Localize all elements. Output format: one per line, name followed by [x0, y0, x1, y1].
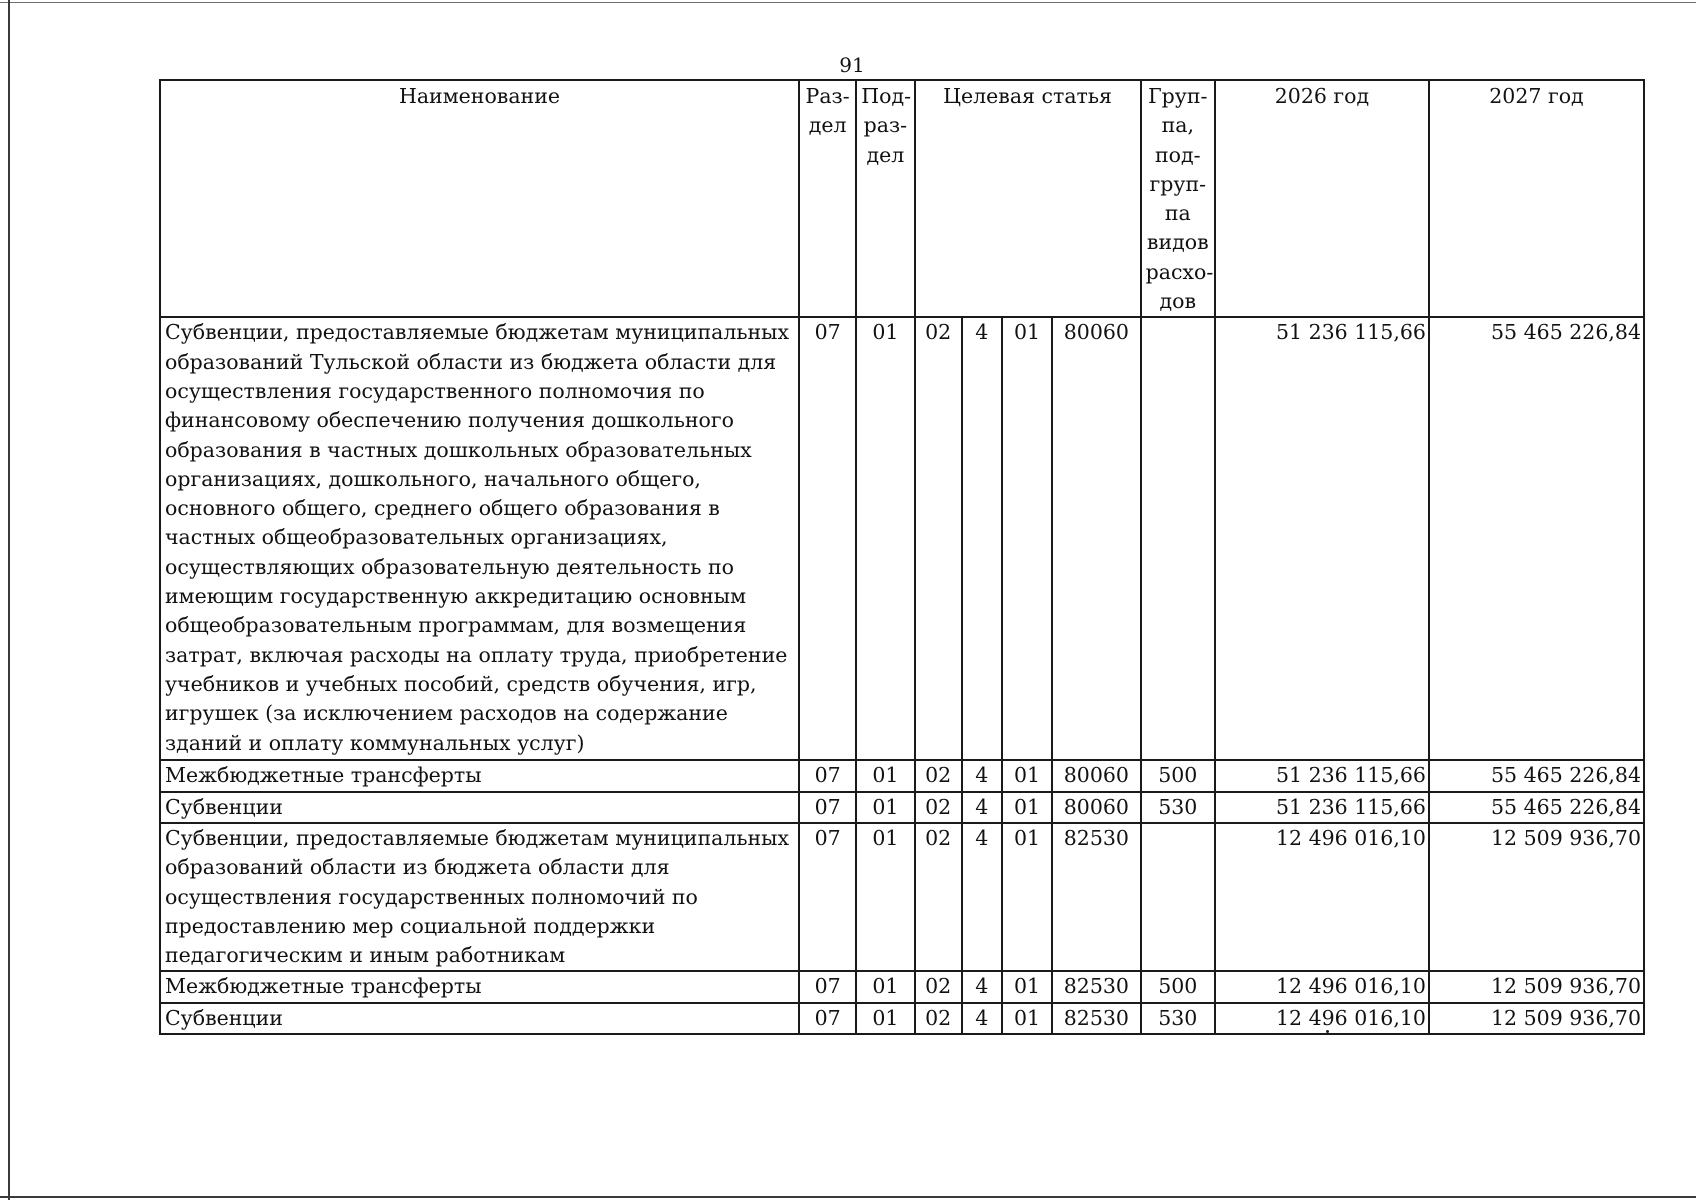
row-expense-group — [1141, 823, 1215, 971]
row-target-part2: 4 — [962, 760, 1002, 791]
row-name: Субвенции — [160, 792, 799, 823]
row-target-part2: 4 — [962, 317, 1002, 760]
table-row — [160, 792, 1644, 823]
row-target-part2: 4 — [962, 823, 1002, 971]
row-amount-2026: 51 236 115,66 — [1215, 760, 1429, 791]
row-target-part3: 01 — [1002, 792, 1052, 823]
header-name: Наименование — [160, 80, 799, 317]
row-target-part4: 82530 — [1052, 971, 1140, 1002]
row-podrazdel: 01 — [856, 760, 914, 791]
row-name: Субвенции — [160, 1003, 799, 1034]
header-razdel: Раз- дел — [799, 80, 856, 317]
row-razdel: 07 — [799, 971, 856, 1002]
row-podrazdel: 01 — [856, 317, 914, 760]
scan-border-bottom — [0, 1196, 1696, 1198]
table-row — [160, 317, 1644, 760]
row-amount-2026: 12 496 016,10 — [1215, 1003, 1429, 1034]
header-2026: 2026 год — [1215, 80, 1429, 317]
row-expense-group — [1141, 317, 1215, 760]
header-target-article: Целевая статья — [915, 80, 1141, 317]
row-razdel: 07 — [799, 823, 856, 971]
table-row — [160, 1003, 1644, 1034]
table-row — [160, 760, 1644, 791]
row-amount-2026: 12 496 016,10 — [1215, 823, 1429, 971]
row-expense-group: 500 — [1141, 760, 1215, 791]
row-amount-2027: 12 509 936,70 — [1429, 1003, 1644, 1034]
row-razdel: 07 — [799, 317, 856, 760]
row-target-part3: 01 — [1002, 971, 1052, 1002]
row-target-part1: 02 — [915, 1003, 962, 1034]
row-amount-2027: 55 465 226,84 — [1429, 317, 1644, 760]
row-expense-group: 500 — [1141, 971, 1215, 1002]
header-expense-group: Груп- па, под- груп- па видов расхо- дов — [1141, 80, 1215, 317]
row-name: Межбюджетные трансферты — [160, 971, 799, 1002]
header-2027: 2027 год — [1429, 80, 1644, 317]
row-target-part1: 02 — [915, 792, 962, 823]
scan-speck — [1326, 1030, 1329, 1033]
page-number: 91 — [839, 53, 865, 77]
row-name: Субвенции, предоставляемые бюджетам муниципальных образований области из бюджета области для осуществления государственных полномочий по предоставлению мер социальной поддержки педагогическим и иным работникам — [160, 823, 799, 971]
row-target-part3: 01 — [1002, 317, 1052, 760]
row-target-part4: 82530 — [1052, 823, 1140, 971]
table-header-row — [160, 80, 1644, 317]
row-target-part4: 80060 — [1052, 317, 1140, 760]
scan-border-top — [0, 2, 1696, 3]
row-razdel: 07 — [799, 760, 856, 791]
header-podrazdel: Под- раз- дел — [856, 80, 914, 317]
row-razdel: 07 — [799, 1003, 856, 1034]
row-target-part4: 82530 — [1052, 1003, 1140, 1034]
table-row — [160, 823, 1644, 971]
row-target-part3: 01 — [1002, 1003, 1052, 1034]
row-podrazdel: 01 — [856, 1003, 914, 1034]
row-podrazdel: 01 — [856, 971, 914, 1002]
row-expense-group: 530 — [1141, 1003, 1215, 1034]
row-target-part2: 4 — [962, 971, 1002, 1002]
row-target-part1: 02 — [915, 317, 962, 760]
budget-table — [159, 79, 1645, 1035]
row-target-part3: 01 — [1002, 760, 1052, 791]
row-name: Субвенции, предоставляемые бюджетам муниципальных образований Тульской области из бюджета области для осуществления государственного полномочия по финансовому обеспечению получения дошкольного образования в частных дошкольных образовательных организациях, дошкольного, начального общего, основного общего, среднего общего образования в частных общеобразовательных организациях, осуществляющих образовательную деятельность по имеющим государственную аккредитацию основным общеобразовательным программам, для возмещения затрат, включая расходы на оплату труда, приобретение учебников и учебных пособий, средств обучения, игр, игрушек (за исключением расходов на содержание зданий и оплату коммунальных услуг) — [160, 317, 799, 760]
row-target-part4: 80060 — [1052, 760, 1140, 791]
row-target-part4: 80060 — [1052, 792, 1140, 823]
row-amount-2026: 51 236 115,66 — [1215, 317, 1429, 760]
row-target-part1: 02 — [915, 823, 962, 971]
row-amount-2027: 55 465 226,84 — [1429, 760, 1644, 791]
row-amount-2026: 12 496 016,10 — [1215, 971, 1429, 1002]
row-amount-2027: 55 465 226,84 — [1429, 792, 1644, 823]
row-target-part1: 02 — [915, 760, 962, 791]
scan-border-left — [8, 0, 10, 1200]
table-row — [160, 971, 1644, 1002]
row-amount-2027: 12 509 936,70 — [1429, 971, 1644, 1002]
row-amount-2027: 12 509 936,70 — [1429, 823, 1644, 971]
row-target-part2: 4 — [962, 792, 1002, 823]
row-target-part2: 4 — [962, 1003, 1002, 1034]
row-podrazdel: 01 — [856, 823, 914, 971]
row-podrazdel: 01 — [856, 792, 914, 823]
row-target-part3: 01 — [1002, 823, 1052, 971]
row-name: Межбюджетные трансферты — [160, 760, 799, 791]
row-expense-group: 530 — [1141, 792, 1215, 823]
row-amount-2026: 51 236 115,66 — [1215, 792, 1429, 823]
row-razdel: 07 — [799, 792, 856, 823]
row-target-part1: 02 — [915, 971, 962, 1002]
